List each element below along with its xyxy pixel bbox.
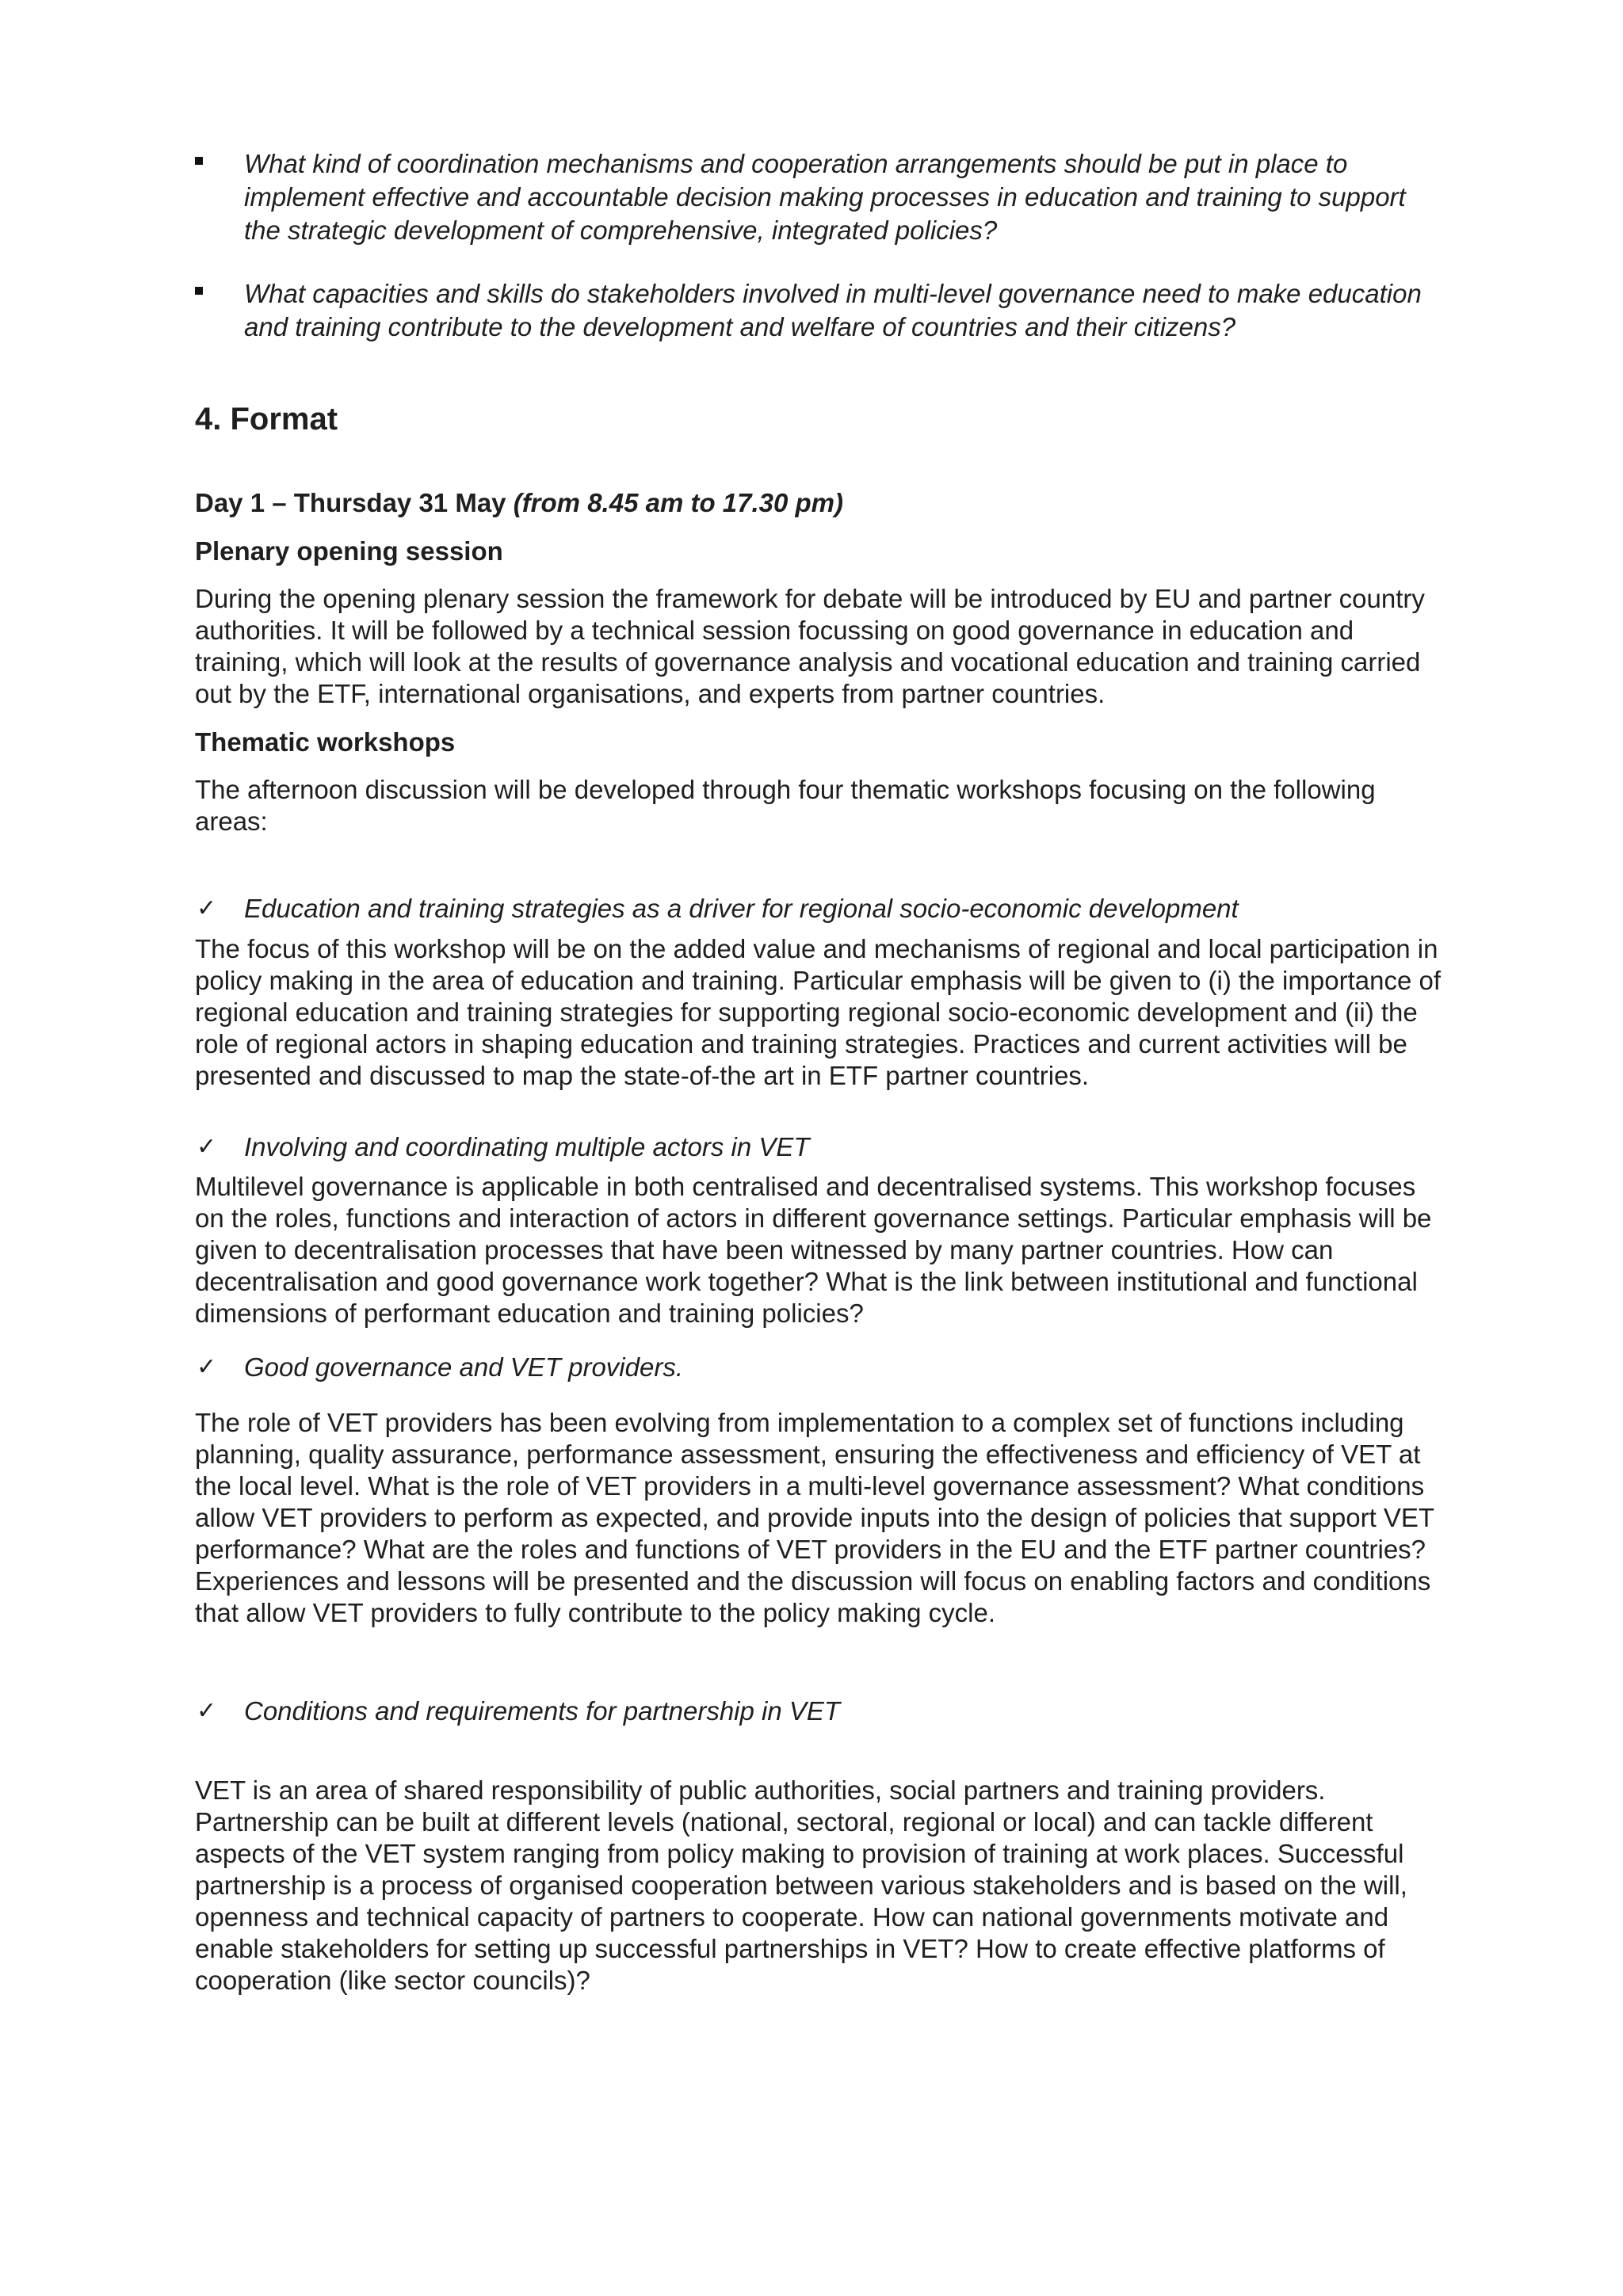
- square-bullet-icon: [195, 157, 203, 165]
- thematic-heading: Thematic workshops: [195, 727, 456, 757]
- square-bullet-icon: [195, 287, 203, 295]
- check-mark-icon: ✓: [197, 1697, 217, 1725]
- thematic-intro: The afternoon discussion will be developed through four thematic workshops focusing on the following areas:: [195, 775, 1376, 836]
- workshop-description: The role of VET providers has been evolving from implementation to a complex set of functions including planning, quality assurance, performance assessment, ensuring the effectiveness and efficiency of VET at the local level. What is the role of VET providers in a multi-level governance assessment? What conditions allow VET providers to perform as expected, and provide inputs into the design of policies that support VET performance? What are the roles and functions of VET providers in the EU and the ETF partner countries? Experiences and lessons will be presented and the discussion will focus on enabling factors and conditions that allow VET providers to fully contribute to the policy making cycle.: [195, 1408, 1434, 1627]
- check-mark-icon: ✓: [197, 1133, 217, 1161]
- workshop-title-item: [195, 1352, 1447, 1383]
- day-time: (from 8.45 am to 17.30 pm): [513, 488, 844, 517]
- question-item: [195, 277, 1447, 344]
- day-heading: [195, 487, 1447, 519]
- workshop-title-item: [195, 1695, 1447, 1727]
- plenary-heading: Plenary opening session: [195, 536, 503, 566]
- workshop-description: VET is an area of shared responsibility of public authorities, social partners and training providers. Partnership can be built at different levels (national, sectoral, regional or local) and can tackle different aspects of the VET system ranging from policy making to provision of training at work places. Successful partnership is a process of organised cooperation between various stakeholders and is based on the will, openness and technical capacity of partners to cooperate. How can national governments motivate and enable stakeholders for setting up successful partnerships in VET? How to create effective platforms of cooperation (like sector councils)?: [195, 1775, 1407, 1995]
- question-text: What capacities and skills do stakeholders involved in multi-level governance need to make education and training contribute to the development and welfare of countries and their citizens?: [244, 279, 1422, 341]
- section-heading: 4. Format: [195, 402, 338, 437]
- day-label: Day 1 – Thursday 31 May: [195, 488, 506, 517]
- workshop-title: Education and training strategies as a driver for regional socio-economic development: [244, 894, 1239, 923]
- check-mark-icon: ✓: [197, 894, 217, 922]
- workshop-title: Good governance and VET providers.: [244, 1352, 683, 1382]
- workshop-description: Multilevel governance is applicable in both centralised and decentralised systems. This workshop focuses on the roles, functions and interaction of actors in different governance settings. Particular emphasis will be given to decentralisation processes that have been witnessed by many partner countries. How can decentralisation and good governance work together? What is the link between institutional and functional dimensions of performant education and training policies?: [195, 1172, 1432, 1328]
- workshop-title: Conditions and requirements for partnership in VET: [244, 1696, 841, 1726]
- workshop-title-item: [195, 893, 1447, 925]
- plenary-text: During the opening plenary session the framework for debate will be introduced by EU and partner country authorities. It will be followed by a technical session focussing on good governance in education and training, which will look at the results of governance analysis and vocational education and training carried out by the ETF, international organisations, and experts from partner countries.: [195, 584, 1425, 708]
- workshop-title-item: [195, 1131, 1447, 1163]
- question-item: [195, 147, 1447, 247]
- question-text: What kind of coordination mechanisms and cooperation arrangements should be put in place to implement effective and accountable decision making processes in education and training to support the strategic development of comprehensive, integrated policies?: [244, 149, 1406, 245]
- check-mark-icon: ✓: [197, 1353, 217, 1381]
- workshop-title: Involving and coordinating multiple actors in VET: [244, 1132, 810, 1161]
- workshop-description: The focus of this workshop will be on the added value and mechanisms of regional and local participation in policy making in the area of education and training. Particular emphasis will be given to (i) the importance of regional education and training strategies for supporting regional socio-economic development and (ii) the role of regional actors in shaping education and training strategies. Practices and current activities will be presented and discussed to map the state-of-the art in ETF partner countries.: [195, 934, 1441, 1090]
